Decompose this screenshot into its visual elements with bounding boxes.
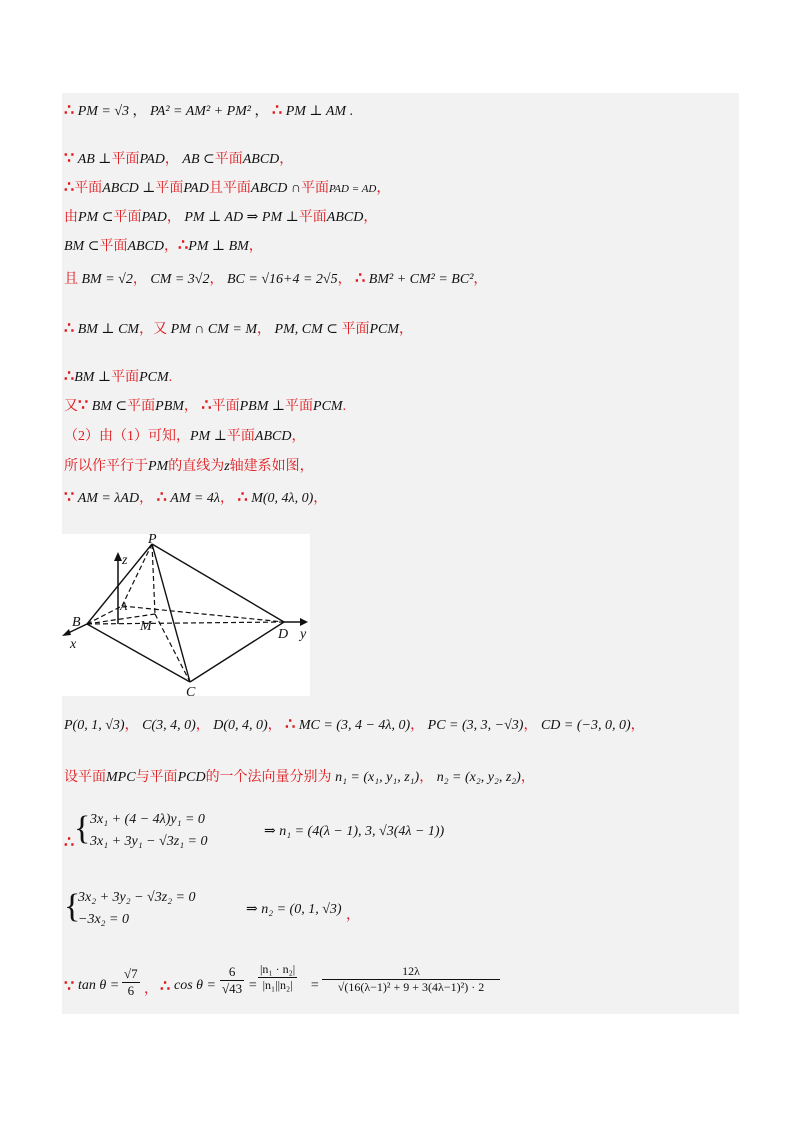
line-10 — [64, 425, 305, 445]
text: ， — [337, 272, 352, 287]
eq-pm: PM = √3 — [77, 104, 130, 119]
text: ， — [363, 210, 378, 225]
line-11 — [64, 455, 314, 475]
math: ABCD — [326, 210, 364, 225]
fraction-cos — [220, 964, 244, 997]
text: ， — [291, 429, 306, 444]
therefore-symbol: ∴ — [64, 102, 75, 119]
text: 平面 — [155, 181, 184, 196]
math: n₁ = (x₁, y₁, z₁) — [335, 770, 420, 785]
math: BM ⊂ — [91, 399, 128, 414]
text: ， — [248, 239, 263, 254]
eq-pythag: PA² = AM² + PM² — [150, 104, 252, 119]
equation: −3x₂ = 0 — [78, 912, 129, 927]
therefore-symbol: ∴ — [237, 489, 248, 506]
math: PM ⊥ BM — [188, 239, 249, 254]
numerator: 6 — [220, 964, 244, 981]
normal-vector-n1: ⇒ n₁ = (4(λ − 1), 3, √3(4λ − 1)) — [264, 824, 445, 839]
math: PCM — [369, 322, 400, 337]
text: 平面 — [74, 181, 103, 196]
numerator: |n₁ · n₂| — [260, 962, 296, 976]
line-14 — [64, 766, 535, 786]
y-arrow-icon — [300, 618, 308, 626]
math: BM ⊥ — [74, 370, 112, 385]
text: ， — [220, 491, 234, 506]
text: ， — [267, 718, 282, 733]
math: PM, CM ⊂ — [274, 322, 338, 337]
numerator: √7 — [124, 966, 138, 981]
therefore-symbol: ∴ — [272, 102, 283, 119]
math: C(3, 4, 0) — [142, 718, 196, 733]
label-c: C — [186, 685, 196, 696]
label-d: D — [278, 627, 289, 642]
text: 所以作平行于 — [64, 459, 148, 474]
text: ， — [164, 239, 179, 254]
therefore-symbol: ∴ — [64, 320, 75, 337]
denominator: √43 — [222, 981, 243, 996]
text: 平面 — [214, 152, 243, 167]
text: 轴建系如图， — [229, 459, 314, 474]
math: AB ⊂ — [182, 152, 215, 167]
text: 平面 — [111, 152, 140, 167]
math: PBM ⊥ — [239, 399, 286, 414]
math: ABCD ⊥ — [102, 181, 156, 196]
math: PAD — [183, 181, 209, 196]
text: ， — [419, 770, 434, 785]
math: PBM — [155, 399, 184, 414]
cosine-line — [64, 960, 504, 1010]
text: 的直线为 — [168, 459, 225, 474]
pyramid-diagram — [62, 534, 310, 696]
math: PCD — [177, 770, 206, 785]
diag-bd — [87, 622, 284, 624]
math: PM ⊥ — [190, 429, 227, 444]
text: ， — [410, 718, 425, 733]
math: MPC — [106, 770, 136, 785]
text: ， — [166, 210, 181, 225]
system-2 — [64, 890, 364, 932]
fraction-dot — [258, 962, 297, 993]
text: ， — [630, 718, 645, 733]
therefore-symbol: ∴ — [64, 834, 75, 851]
brace: { — [64, 888, 81, 925]
therefore-symbol: ∴ — [64, 179, 75, 196]
label-x: x — [70, 637, 77, 652]
math: AM = λAD — [77, 491, 140, 506]
period: . — [349, 104, 354, 119]
therefore-symbol: ∴ — [156, 489, 167, 506]
label-m: M — [140, 619, 152, 634]
math: ABCD — [127, 239, 165, 254]
edge-pd — [152, 544, 284, 622]
numerator: 12λ — [322, 964, 500, 980]
line-7 — [64, 318, 413, 338]
text: 平面 — [298, 210, 327, 225]
text: ， — [257, 322, 272, 337]
math: PM ⊥ AD ⇒ PM ⊥ — [184, 210, 299, 225]
line-8 — [64, 366, 172, 386]
line-9 — [64, 395, 346, 415]
text: ， — [376, 181, 391, 196]
math: = — [310, 978, 320, 993]
because-symbol: ∵ — [78, 397, 89, 414]
text: 平面 — [127, 399, 156, 414]
math: CD = (−3, 0, 0) — [540, 718, 631, 733]
text: （2）由（1）可知， — [64, 429, 190, 444]
fraction-result — [322, 964, 500, 995]
text: 且 — [64, 272, 78, 287]
text: 平面 — [113, 210, 142, 225]
text: ， — [144, 982, 158, 997]
denominator: √(16(λ−1)² + 9 + 3(4λ−1)²) · 2 — [337, 980, 485, 994]
text: 又 — [64, 399, 78, 414]
math: M(0, 4λ, 0) — [251, 491, 314, 506]
line-2 — [64, 148, 293, 168]
equation: 3x₁ + 3y₁ − √3z₁ = 0 — [90, 834, 208, 849]
line-13 — [64, 714, 645, 734]
math: MC = (3, 4 − 4λ, 0) — [298, 718, 411, 733]
text: ， — [124, 718, 139, 733]
text: ， — [473, 272, 488, 287]
therefore-symbol: ∴ — [64, 368, 75, 385]
math: BM = √2 — [81, 272, 133, 287]
z-arrow-icon — [114, 552, 122, 561]
math: = — [248, 978, 258, 993]
text: ， — [313, 491, 328, 506]
text: 平面 — [111, 370, 140, 385]
fraction-tan — [122, 966, 140, 999]
label-y: y — [300, 627, 307, 642]
math: BC = √16+4 = 2√5 — [227, 272, 338, 287]
math: CM = 3√2 — [150, 272, 210, 287]
text: 平面 — [226, 429, 255, 444]
therefore-symbol: ∴ — [355, 270, 366, 287]
text: ， — [279, 152, 294, 167]
math: cos θ = — [174, 978, 216, 993]
therefore-symbol: ∴ — [285, 716, 296, 733]
text: ， — [399, 322, 414, 337]
because-symbol: ∵ — [64, 489, 75, 506]
label-p: P — [148, 534, 157, 547]
text: ， — [139, 491, 154, 506]
text: ， — [164, 152, 179, 167]
line-6 — [64, 268, 487, 288]
text: 且平面 — [208, 181, 251, 196]
math: ABCD ∩ — [250, 181, 301, 196]
therefore-symbol: ∴ — [178, 237, 189, 254]
denominator: |n₁||n₂| — [262, 978, 293, 992]
text: ， — [523, 718, 538, 733]
eq-perp: PM ⊥ AM — [285, 104, 347, 119]
brace: { — [74, 810, 91, 847]
text: ， — [346, 908, 360, 923]
math: PC = (3, 3, −√3) — [427, 718, 524, 733]
normal-vector-n2: ⇒ n₂ = (0, 1, √3) — [246, 902, 342, 917]
text: ， — [132, 272, 147, 287]
math: n₂ = (x₂, y₂, z₂) — [436, 770, 521, 785]
system-1 — [64, 812, 624, 854]
equation: 3x₁ + (4 − 4λ)y₁ = 0 — [90, 812, 205, 827]
label-a: A — [120, 599, 128, 613]
equation: 3x₂ + 3y₂ − √3z₂ = 0 — [78, 890, 196, 905]
line-1 — [64, 100, 353, 120]
line-5 — [64, 235, 263, 255]
text: 平面 — [99, 239, 128, 254]
math: PM ⊂ — [78, 210, 114, 225]
text: 与平面 — [135, 770, 178, 785]
line-4 — [64, 206, 377, 226]
math: z — [224, 459, 230, 474]
math: PAD = AD — [329, 183, 377, 195]
math: PCM — [313, 399, 343, 414]
math: ABCD — [254, 429, 292, 444]
text: 设平面 — [64, 770, 106, 785]
text: ， — [195, 718, 210, 733]
comma: ， — [132, 104, 147, 119]
math: BM ⊂ — [64, 239, 100, 254]
math: PAD — [141, 210, 167, 225]
x-arrow-icon — [62, 629, 71, 636]
text: 平面 — [211, 399, 240, 414]
math: tan θ = — [78, 978, 120, 993]
pyramid-figure — [62, 534, 310, 696]
line-3 — [64, 177, 390, 197]
math: D(0, 4, 0) — [213, 718, 268, 733]
text: ， — [209, 272, 224, 287]
edge-pc — [152, 544, 190, 682]
math: PM ∩ CM = M — [170, 322, 258, 337]
comma: ， — [254, 104, 269, 119]
text: . — [342, 399, 347, 414]
math: PCM — [139, 370, 169, 385]
line-12 — [64, 487, 327, 507]
text: ，又 — [139, 322, 168, 337]
because-symbol: ∵ — [64, 150, 75, 167]
math: PM — [148, 459, 169, 474]
label-z: z — [122, 553, 128, 568]
math: PAD — [139, 152, 165, 167]
text: 由 — [64, 210, 78, 225]
therefore-symbol: ∴ — [160, 978, 171, 995]
edge-cd — [190, 622, 284, 682]
math: ABCD — [242, 152, 280, 167]
because-symbol: ∵ — [64, 978, 75, 995]
text: ， — [183, 399, 198, 414]
label-b: B — [72, 615, 81, 630]
math: AM = 4λ — [170, 491, 220, 506]
text: 平面 — [301, 181, 329, 196]
text: . — [168, 370, 173, 385]
math: AB ⊥ — [77, 152, 112, 167]
text: ， — [520, 770, 535, 785]
math: P(0, 1, √3) — [64, 718, 125, 733]
therefore-symbol: ∴ — [201, 397, 212, 414]
text: 的一个法向量分别为 — [205, 770, 332, 785]
math: BM² + CM² = BC² — [368, 272, 474, 287]
math: BM ⊥ CM — [77, 322, 140, 337]
denominator: 6 — [127, 983, 135, 998]
text: 平面 — [341, 322, 370, 337]
text: 平面 — [285, 399, 314, 414]
